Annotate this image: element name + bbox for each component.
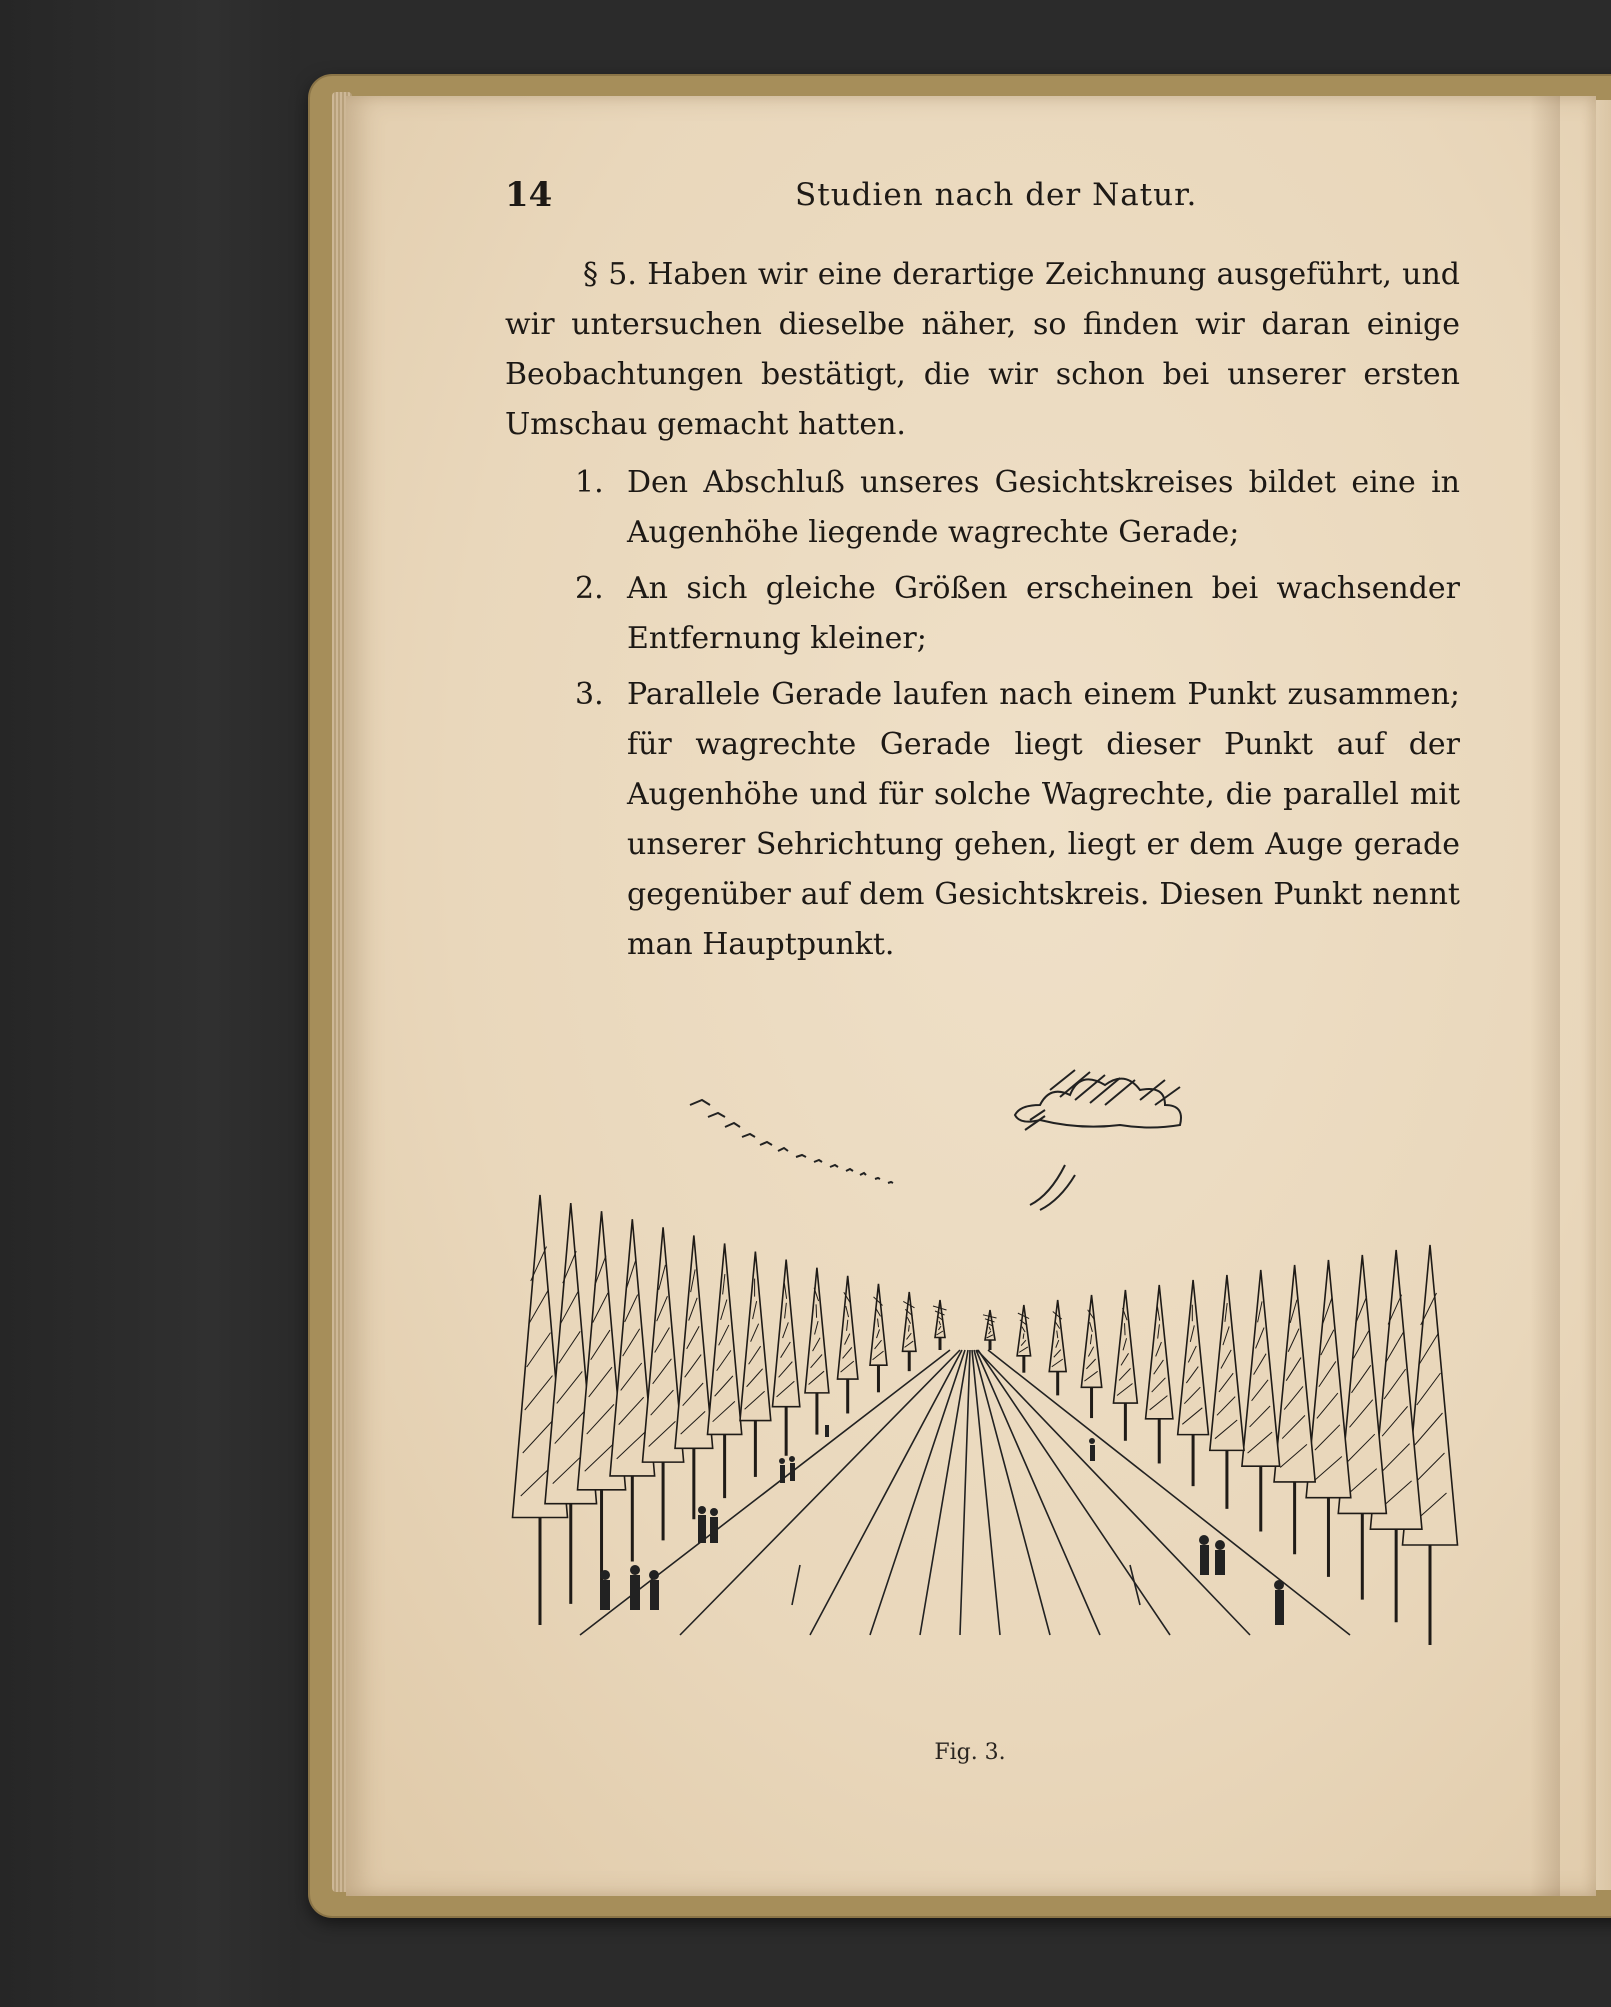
cloud-drawing — [1015, 1070, 1181, 1130]
list-item-number: 3. — [575, 677, 604, 712]
page-body — [505, 250, 1460, 976]
avenue-perspective-drawing — [480, 1005, 1460, 1705]
running-title: Studien nach der Natur. — [795, 177, 1198, 213]
background — [0, 0, 300, 2007]
tree-row-right — [983, 1245, 1458, 1645]
list-item — [505, 564, 1460, 664]
gutter-shadow — [1530, 96, 1560, 1896]
figure-caption: Fig. 3. — [934, 1740, 1006, 1765]
tree-row-left — [513, 1195, 947, 1625]
list-item-number: 2. — [575, 571, 604, 606]
list-item-text: Parallele Gerade laufen nach einem Punkt zusammen; für wagrechte Gerade liegt dieser Punkt auf der Augenhöhe und für solche Wagrechte, die parallel mit unserer Sehrichtung gehen, liegt er dem Auge gerade gegenüber auf dem Gesichtskreis. Diesen Punkt nennt man Hauptpunkt. — [627, 677, 1460, 962]
pedestrians-drawing — [600, 1425, 1284, 1625]
list-item — [505, 670, 1460, 970]
list-item-number: 1. — [575, 465, 604, 500]
bird-flock-drawing — [690, 1100, 1075, 1210]
section-paragraph: § 5. Haben wir eine derartige Zeichnung ausgeführt, und wir untersuchen dieselbe näher, so finden wir daran einige Beobachtungen bestätigt, die wir schon bei unserer ersten Umschau gemacht hatten. — [505, 257, 1460, 442]
page-number: 14 — [505, 175, 553, 215]
page-header — [505, 175, 1455, 235]
observation-list — [505, 458, 1460, 970]
list-item-text: An sich gleiche Größen erscheinen bei wachsender Entfernung kleiner; — [627, 571, 1460, 656]
list-item — [505, 458, 1460, 558]
list-item-text: Den Abschluß unseres Gesichtskreises bildet eine in Augenhöhe liegende wagrechte Gerade; — [627, 465, 1460, 550]
figure-illustration — [480, 1005, 1460, 1705]
